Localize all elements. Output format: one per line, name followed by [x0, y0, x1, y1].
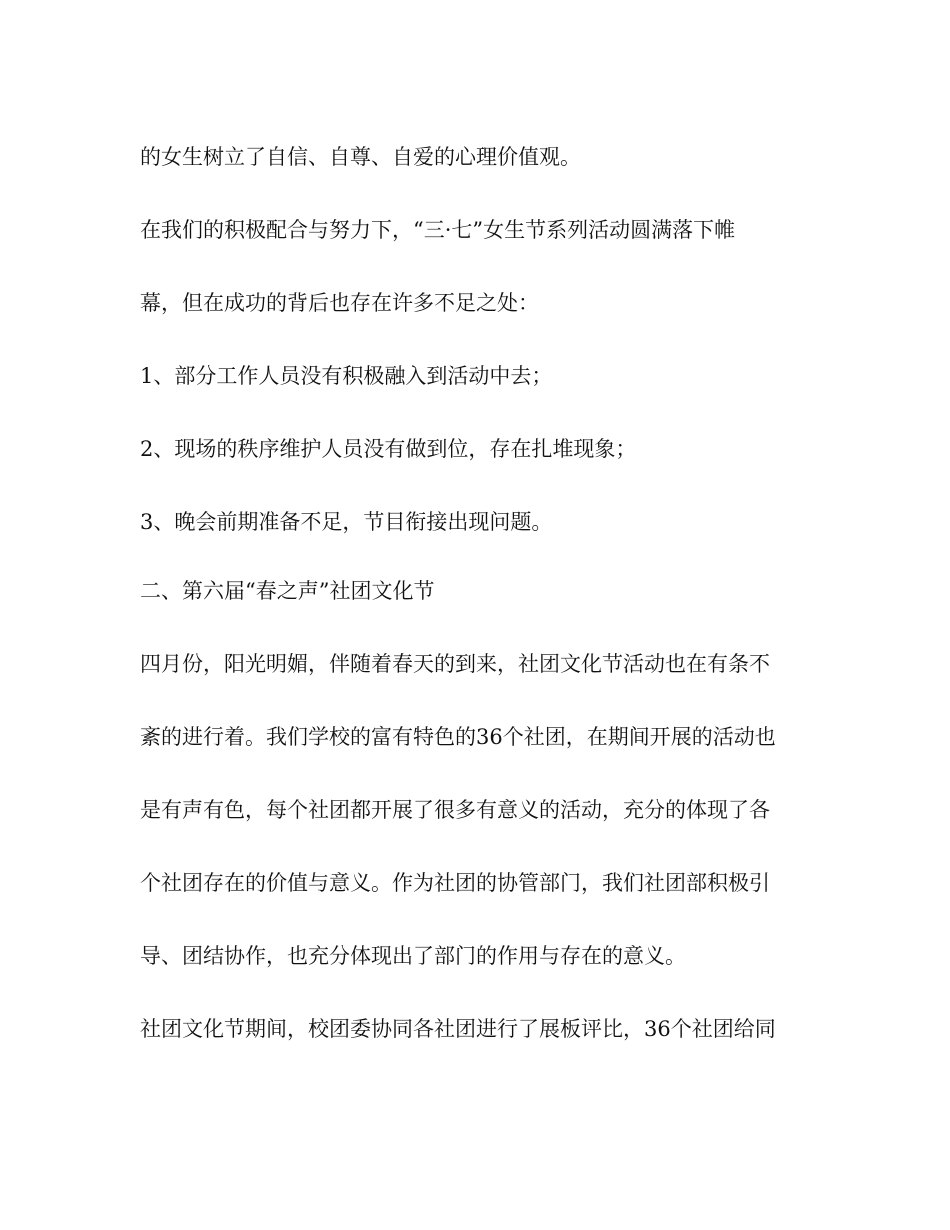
text-line: 紊的进行着。我们学校的富有特色的36个社团，在期间开展的活动也 — [140, 725, 776, 749]
text-line: 幕，但在成功的背后也存在许多不足之处： — [140, 291, 539, 315]
text-line: 个社团存在的价值与意义。作为社团的协管部门，我们社团部积极引 — [140, 871, 770, 895]
text-line: 导、团结协作，也充分体现出了部门的作用与存在的意义。 — [140, 944, 686, 968]
text-line: 3、晚会前期准备不足，节目衔接出现问题。 — [140, 510, 553, 534]
text-line: 1、部分工作人员没有积极融入到活动中去； — [140, 364, 553, 388]
text-line: 的女生树立了自信、自尊、自爱的心理价值观。 — [140, 145, 581, 169]
text-line: 四月份，阳光明媚，伴随着春天的到来，社团文化节活动也在有条不 — [140, 652, 770, 676]
text-line: 在我们的积极配合与努力下，“三·七”女生节系列活动圆满落下帷 — [140, 218, 736, 242]
text-line: 2、现场的秩序维护人员没有做到位，存在扎堆现象； — [140, 437, 637, 461]
text-line: 社团文化节期间，校团委协同各社团进行了展板评比，36个社团给同 — [140, 1017, 776, 1041]
text-line: 是有声有色，每个社团都开展了很多有意义的活动，充分的体现了各 — [140, 798, 770, 822]
section-heading: 二、第六届“春之声”社团文化节 — [140, 579, 435, 603]
